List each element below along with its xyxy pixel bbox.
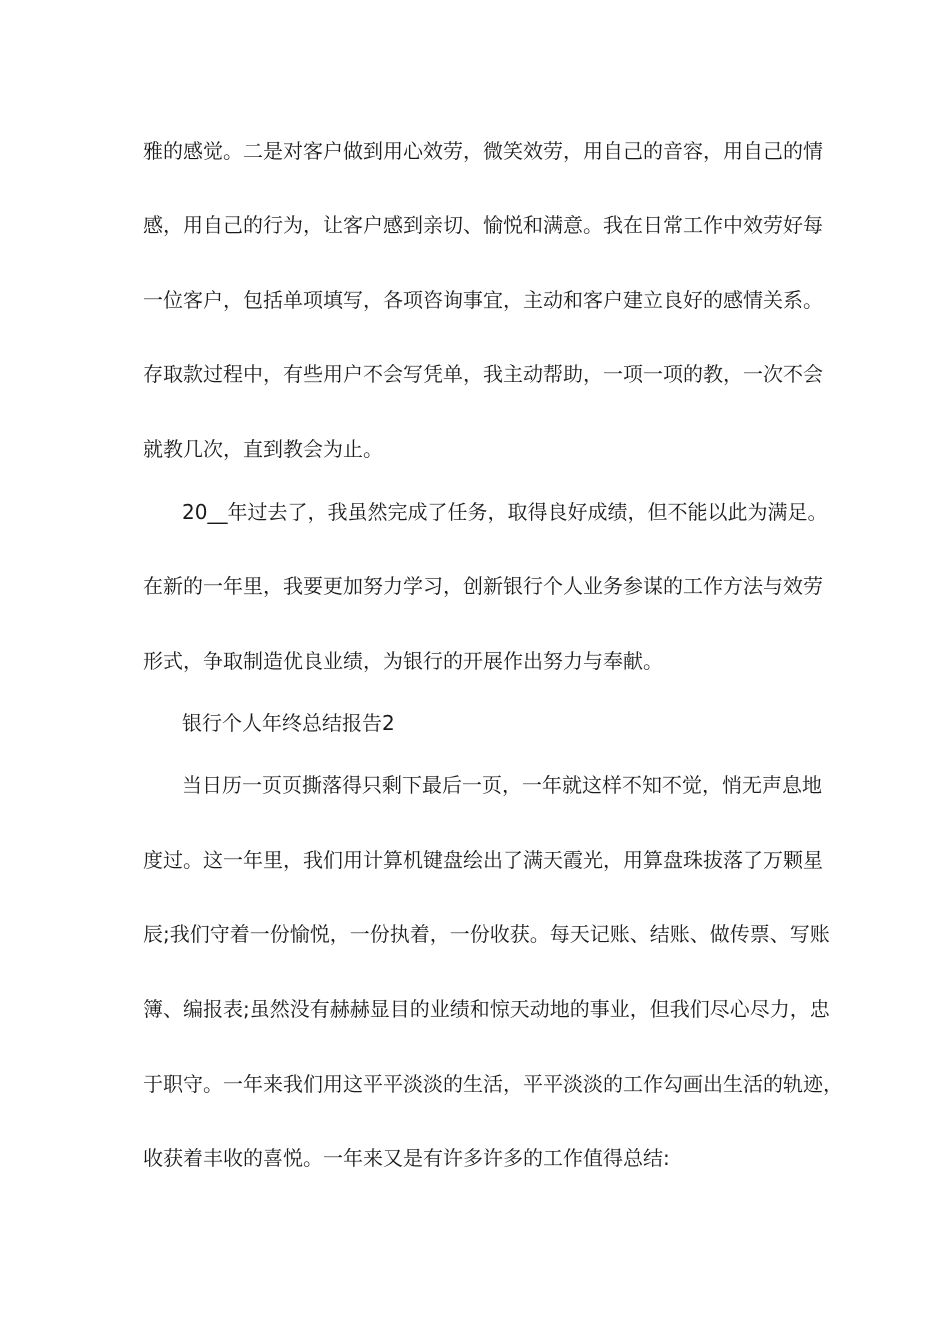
paragraph-start-line: 当日历一页页撕落得只剩下最后一页，一年就这样不知不觉，悄无声息地 bbox=[182, 773, 822, 797]
text-line: 辰;我们守着一份愉悦，一份执着，一份收获。每天记账、结账、做传票、写账 bbox=[143, 922, 830, 946]
text-line: 在新的一年里，我要更加努力学习，创新银行个人业务参谋的工作方法与效劳 bbox=[143, 574, 823, 598]
section-heading: 银行个人年终总结报告2 bbox=[182, 711, 395, 735]
text-line: 收获着丰收的喜悦。一年来又是有许多许多的工作值得总结: bbox=[143, 1146, 670, 1170]
text-line: 存取款过程中，有些用户不会写凭单，我主动帮助，一项一项的教，一次不会 bbox=[143, 362, 823, 386]
text-line: 一位客户，包括单项填写，各项咨询事宜，主动和客户建立良好的感情关系。 bbox=[143, 288, 823, 312]
text-line: 形式，争取制造优良业绩，为银行的开展作出努力与奉献。 bbox=[143, 649, 663, 673]
text-line: 雅的感觉。二是对客户做到用心效劳，微笑效劳，用自己的音容，用自己的情 bbox=[143, 139, 823, 163]
text-line: 于职守。一年来我们用这平平淡淡的生活，平平淡淡的工作勾画出生活的轨迹， bbox=[143, 1072, 843, 1096]
text-line: 感，用自己的行为，让客户感到亲切、愉悦和满意。我在日常工作中效劳好每 bbox=[143, 213, 823, 237]
text-line: 就教几次，直到教会为止。 bbox=[143, 437, 383, 461]
text-line: 度过。这一年里，我们用计算机键盘绘出了满天霞光，用算盘珠拔落了万颗星 bbox=[143, 848, 823, 872]
paragraph-start-line: 20__年过去了，我虽然完成了任务，取得良好成绩，但不能以此为满足。 bbox=[182, 500, 828, 524]
text-line: 簿、编报表;虽然没有赫赫显目的业绩和惊天动地的事业，但我们尽心尽力，忠 bbox=[143, 997, 830, 1021]
